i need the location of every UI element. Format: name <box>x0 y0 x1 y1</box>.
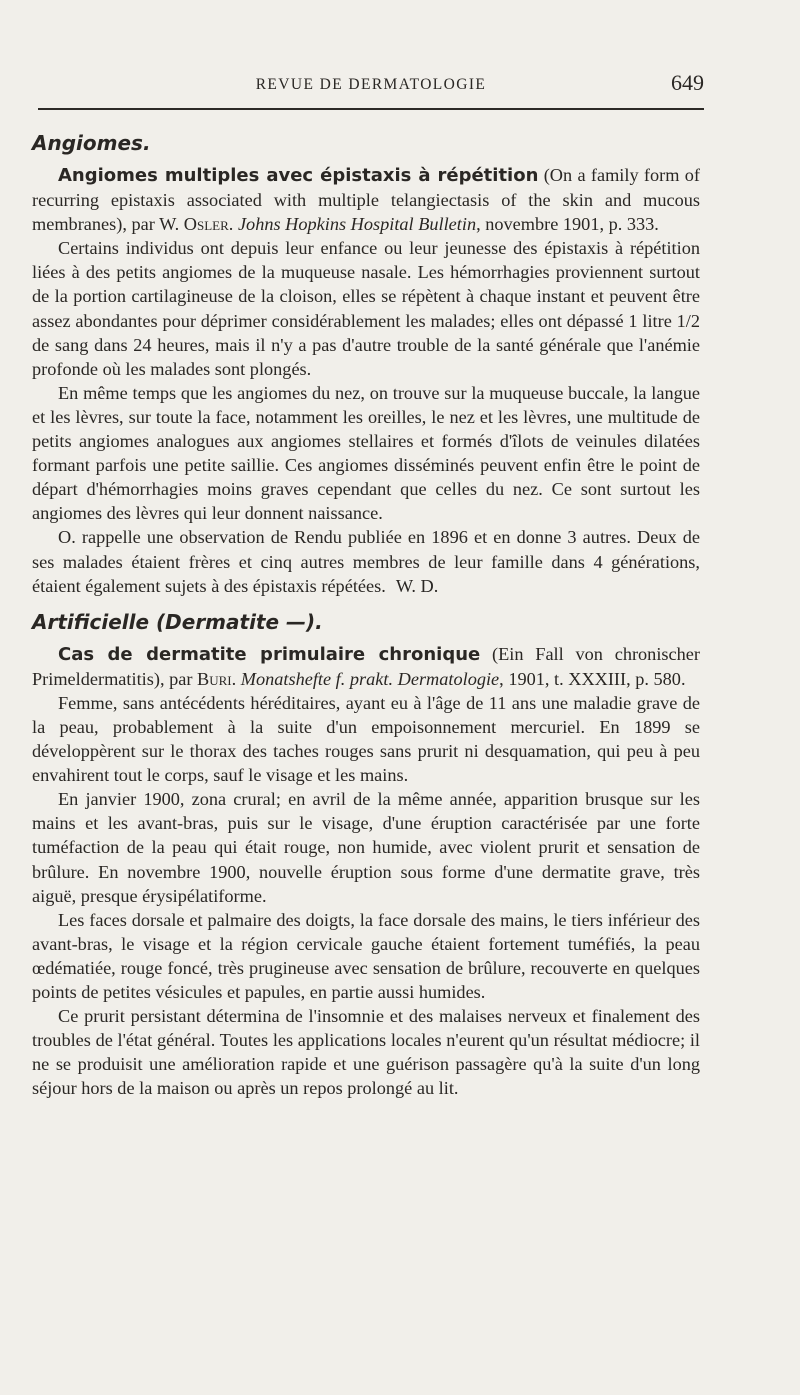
journal-name: Johns Hopkins Hospital Bulletin <box>237 214 477 235</box>
paragraph <box>32 525 700 597</box>
article-title: Angiomes multiples avec épistaxis à répétition <box>58 165 539 186</box>
paragraph: En même temps que les angiomes du nez, on trouve sur la muqueuse buccale, la langue et les lèvres, sur toute la face, notamment les oreilles, le nez et les lèvres, une multitude de petits angiomes analogues aux angiomes stellaires et formés d'îlots de veinules dilatées formant parfois une petite saillie. Ces angiomes disséminés peuvent enfin être le point de départ d'hémorrhagies moins graves cependant que celles du nez. Ce sont surtout les angiomes des lèvres qui leur donnent naissance. <box>32 382 700 524</box>
page-header <box>38 72 704 102</box>
page-number: 649 <box>671 70 704 95</box>
paragraph-text: O. rappelle une observation de Rendu publiée en 1896 et en donne 3 autres. Deux de ses malades étaient frères et cinq autres membres de leur famille dans 4 générations, étaient également sujets à des épistaxis répétées. <box>32 527 700 596</box>
section-heading-artificielle: Artificielle (Dermatite —). <box>32 609 323 634</box>
paragraph: Ce prurit persistant détermina de l'insomnie et des malaises nerveux et finalement des troubles de l'état général. Toutes les applications locales n'eurent qu'un résultat médiocre; il ne se produisit une amélioration rapide et une guérison passagère qu'à la suite d'un long séjour hors de la maison ou après un repos prolongé au lit. <box>32 1006 700 1099</box>
punctuation: . <box>228 214 238 235</box>
article-body <box>32 127 700 1100</box>
citation-details: , novembre 1901, p. 333. <box>476 214 659 235</box>
paragraph: Certains individus ont depuis leur enfance ou leur jeunesse des épistaxis à répétition liées à des petits angiomes de la muqueuse nasale. Les hémorrhagies proviennent surtout de la portion cartilagineuse de la cloison, elles se répètent à chaque instant et peuvent être assez abondantes pour déprimer considérablement les malades; elles ont dépassé 1 litre 1/2 de sang dans 24 heures, mais il n'y a pas d'autre trouble de la santé générale que l'anémie profonde où les malades sont plongés. <box>32 238 700 379</box>
header-rule <box>38 108 704 110</box>
journal-name: Monatshefte f. prakt. Dermatologie <box>240 668 500 689</box>
reviewer-signature: W. D. <box>395 575 439 596</box>
citation-details: , 1901, t. XXXIII, p. 580. <box>499 668 686 689</box>
paragraph: En janvier 1900, zona crural; en avril de la même année, apparition brusque sur les mains et les avant-bras, puis sur le visage, d'une éruption caractérisée par une forte tuméfaction de la peau qui était rouge, non humide, avec violent prurit et sensation de brûlure. En novembre 1900, nouvelle éruption sous forme d'une dermatite grave, très aiguë, presque érysipélatiforme. <box>32 789 700 906</box>
punctuation: . <box>231 668 241 689</box>
section-heading-angiomes: Angiomes. <box>32 131 151 155</box>
article-citation <box>32 642 700 691</box>
paragraph: Les faces dorsale et palmaire des doigts, la face dorsale des mains, le tiers inférieur des avant-bras, le visage et la région cervicale gauche étaient fortement tuméfiés, la peau œdématiée, rouge foncé, très prugineuse avec sensation de brûlure, recouverte en quelques points de petites vésicules et papules, en partie aussi humides. <box>32 909 700 1002</box>
article-title-translation: (Ein Fall von chronischer Primeldermatitis), par <box>32 643 700 689</box>
article-citation <box>32 163 700 236</box>
article-author: Buri <box>197 668 232 689</box>
article-title: Cas de dermatite primulaire chronique <box>58 643 481 665</box>
paragraph: Femme, sans antécédents héréditaires, ayant eu à l'âge de 11 ans une maladie grave de la peau, probablement à la suite d'un empoisonnement mercuriel. En 1899 se développèrent sur le thorax des taches rouges sans prurit ni desquamation, qui peu à peu envahirent tout le corps, sauf le visage et les mains. <box>32 692 700 786</box>
article-author: Osler <box>183 214 229 235</box>
running-title: REVUE DE DERMATOLOGIE <box>255 76 487 93</box>
article-title-translation: (On a family form of recurring epistaxis associated with multiple telangiectasis of the skin and mucous membranes), par W. <box>32 165 700 235</box>
